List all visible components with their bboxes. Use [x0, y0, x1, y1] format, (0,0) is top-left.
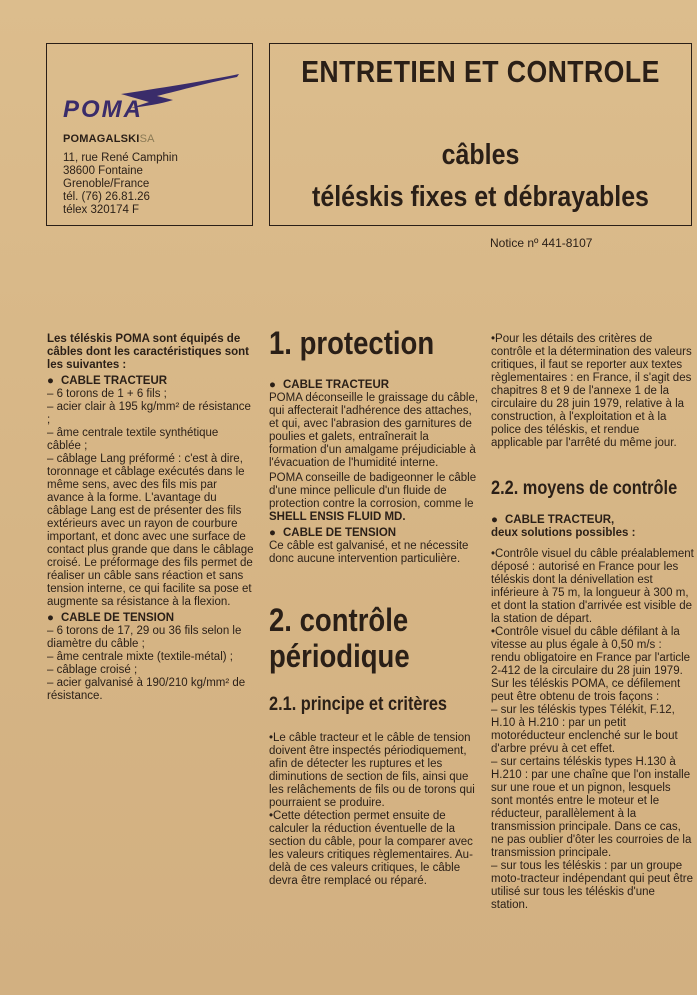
- paragraph: •Contrôle visuel du câble défilant à la vitesse au plus égale à 0,50 m/s : rendu obligatoire en France par l'article 2-412 de la circulaire du 28 juin 1979. Sur les téléskis POMA, ce défilement peut être obtenu de trois façons :: [491, 626, 691, 703]
- section-1-heading: 1. protection: [269, 325, 435, 361]
- cable-tension-heading: ● CABLE DE TENSION: [269, 527, 397, 539]
- column-2: [269, 325, 479, 888]
- paragraph: •Le câble tracteur et le câble de tension doivent être inspectés périodiquement, afin de détecter les ruptures et les diminutions de section de fils, ainsi que les relâchements de fils ou de torons qui pourraient se produire.: [269, 732, 475, 809]
- column-3: [491, 333, 694, 912]
- spec-line: – âme centrale textile synthétique câblée ;: [47, 427, 219, 452]
- cable-tracteur-heading: ● CABLE TRACTEUR: [47, 375, 168, 387]
- spec-line: – acier clair à 195 kg/mm² de résistance ;: [47, 401, 251, 426]
- paragraph: – sur tous les téléskis : par un groupe moto-tracteur indépendant qui peut être utilisé sur tous les téléskis d'une station.: [491, 860, 694, 911]
- spec-line: – acier galvanisé à 190/210 kg/mm² de résistance.: [47, 677, 246, 702]
- paragraph: •Contrôle visuel du câble préalablement déposé : autorisé en France pour les téléskis dont la dénivellation est inférieure à 75 m, la longueur à 300 m, et dont la station d'arrivée est visible de la station de départ.: [491, 548, 694, 625]
- document-subtitle-1: câbles: [441, 139, 520, 171]
- section-2-heading: 2. contrôle périodique: [269, 602, 410, 674]
- title-box: [269, 43, 692, 226]
- cable-tracteur-heading: ● CABLE TRACTEUR: [269, 379, 390, 391]
- document-title: ENTRETIEN ET CONTROLE: [301, 54, 660, 89]
- spec-line: – câblage Lang préformé : c'est à dire, toronnage et câblage exécutés dans le même sens, avec des fils mis par avance à la forme. L'avantage du câblage Lang est de présenter des fils extérieurs avec un rayon de courbure important, et donc avec une surface de contact plus grande que dans le câblage croisé. Le préformage des fils permet de réaliser un câble sans réaction et sans tension interne, ce qui facilite sa pose et augmente sa résistance à la flexion.: [47, 453, 254, 608]
- paragraph: •Cette détection permet ensuite de calculer la réduction éventuelle de la section du câble, pour la comparer avec les valeurs critiques règlementaires. Au-delà de ces valeurs critiques, le câble devra être remplacé ou réparé.: [269, 810, 473, 887]
- spec-line: – câblage croisé ;: [47, 664, 138, 676]
- paragraph: – sur les téléskis types Télékit, F.12, H.10 à H.210 : par un petit motoréducteur enclenché sur le bout d'arbre prévu à cet effet.: [491, 704, 678, 755]
- cable-tracteur-subheading: deux solutions possibles :: [491, 527, 636, 539]
- paragraph: POMA conseille de badigeonner le câble d'une mince pellicule d'un fluide de protection contre la corrosion, comme le SHELL ENSIS FLUID MD.: [269, 472, 477, 523]
- spec-line: – âme centrale mixte (textile-métal) ;: [47, 651, 233, 663]
- paragraph: •Pour les détails des critères de contrôle et la détermination des valeurs critiques, il faut se reporter aux textes règlementaires : en France, il s'agit des chapitres 8 et 9 de l'annexe 1 de la circulaire du 28 juin 1979, relative à la construction, à l'exploitation et à la police des téléskis, et rendue applicable par l'arrêté du même jour.: [491, 333, 692, 449]
- column-1: [47, 333, 254, 703]
- paragraph: Ce câble est galvanisé, et ne nécessite donc aucune intervention particulière.: [269, 540, 469, 565]
- cable-tension-heading: ● CABLE DE TENSION: [47, 612, 175, 624]
- document-subtitle-2: téléskis fixes et débrayables: [312, 181, 649, 213]
- section-2-1-heading: 2.1. principe et critères: [269, 694, 448, 715]
- company-name: POMAGALSKISA: [63, 133, 155, 145]
- spec-line: – 6 torons de 1 + 6 fils ;: [47, 388, 167, 400]
- company-box: [46, 43, 253, 226]
- section-2-2-heading: 2.2. moyens de contrôle: [491, 478, 678, 499]
- spec-line: – 6 torons de 17, 29 ou 36 fils selon le diamètre du câble ;: [47, 625, 242, 650]
- intro-text: Les téléskis POMA sont équipés de câbles dont les caractéristiques sont les suivantes :: [47, 333, 249, 371]
- poma-logo: POMA: [63, 96, 143, 123]
- paragraph: POMA déconseille le graissage du câble, qui affecterait l'adhérence des attaches, et qui, avec l'abrasion des garnitures de poulies et galets, entraînerait la formation d'un amalgame préjudiciable à l'évacuation de l'humidité interne.: [269, 392, 479, 469]
- notice-number: Notice nº 441-8107: [490, 236, 593, 250]
- paragraph: – sur certains téléskis types H.130 à H.210 : par une chaîne que l'on installe sur une roue et un pignon, lesquels sont montés entre le moteur et le réducteur, parallèlement à la transmission principale. Dans ce cas, ne pas oublier d'ôter les courroies de la transmission principale.: [491, 756, 692, 859]
- company-address: 11, rue René Camphin 38600 Fontaine Grenoble/France tél. (76) 26.81.26 télex 320174 F: [63, 152, 178, 216]
- cable-tracteur-heading: ● CABLE TRACTEUR,: [491, 514, 615, 526]
